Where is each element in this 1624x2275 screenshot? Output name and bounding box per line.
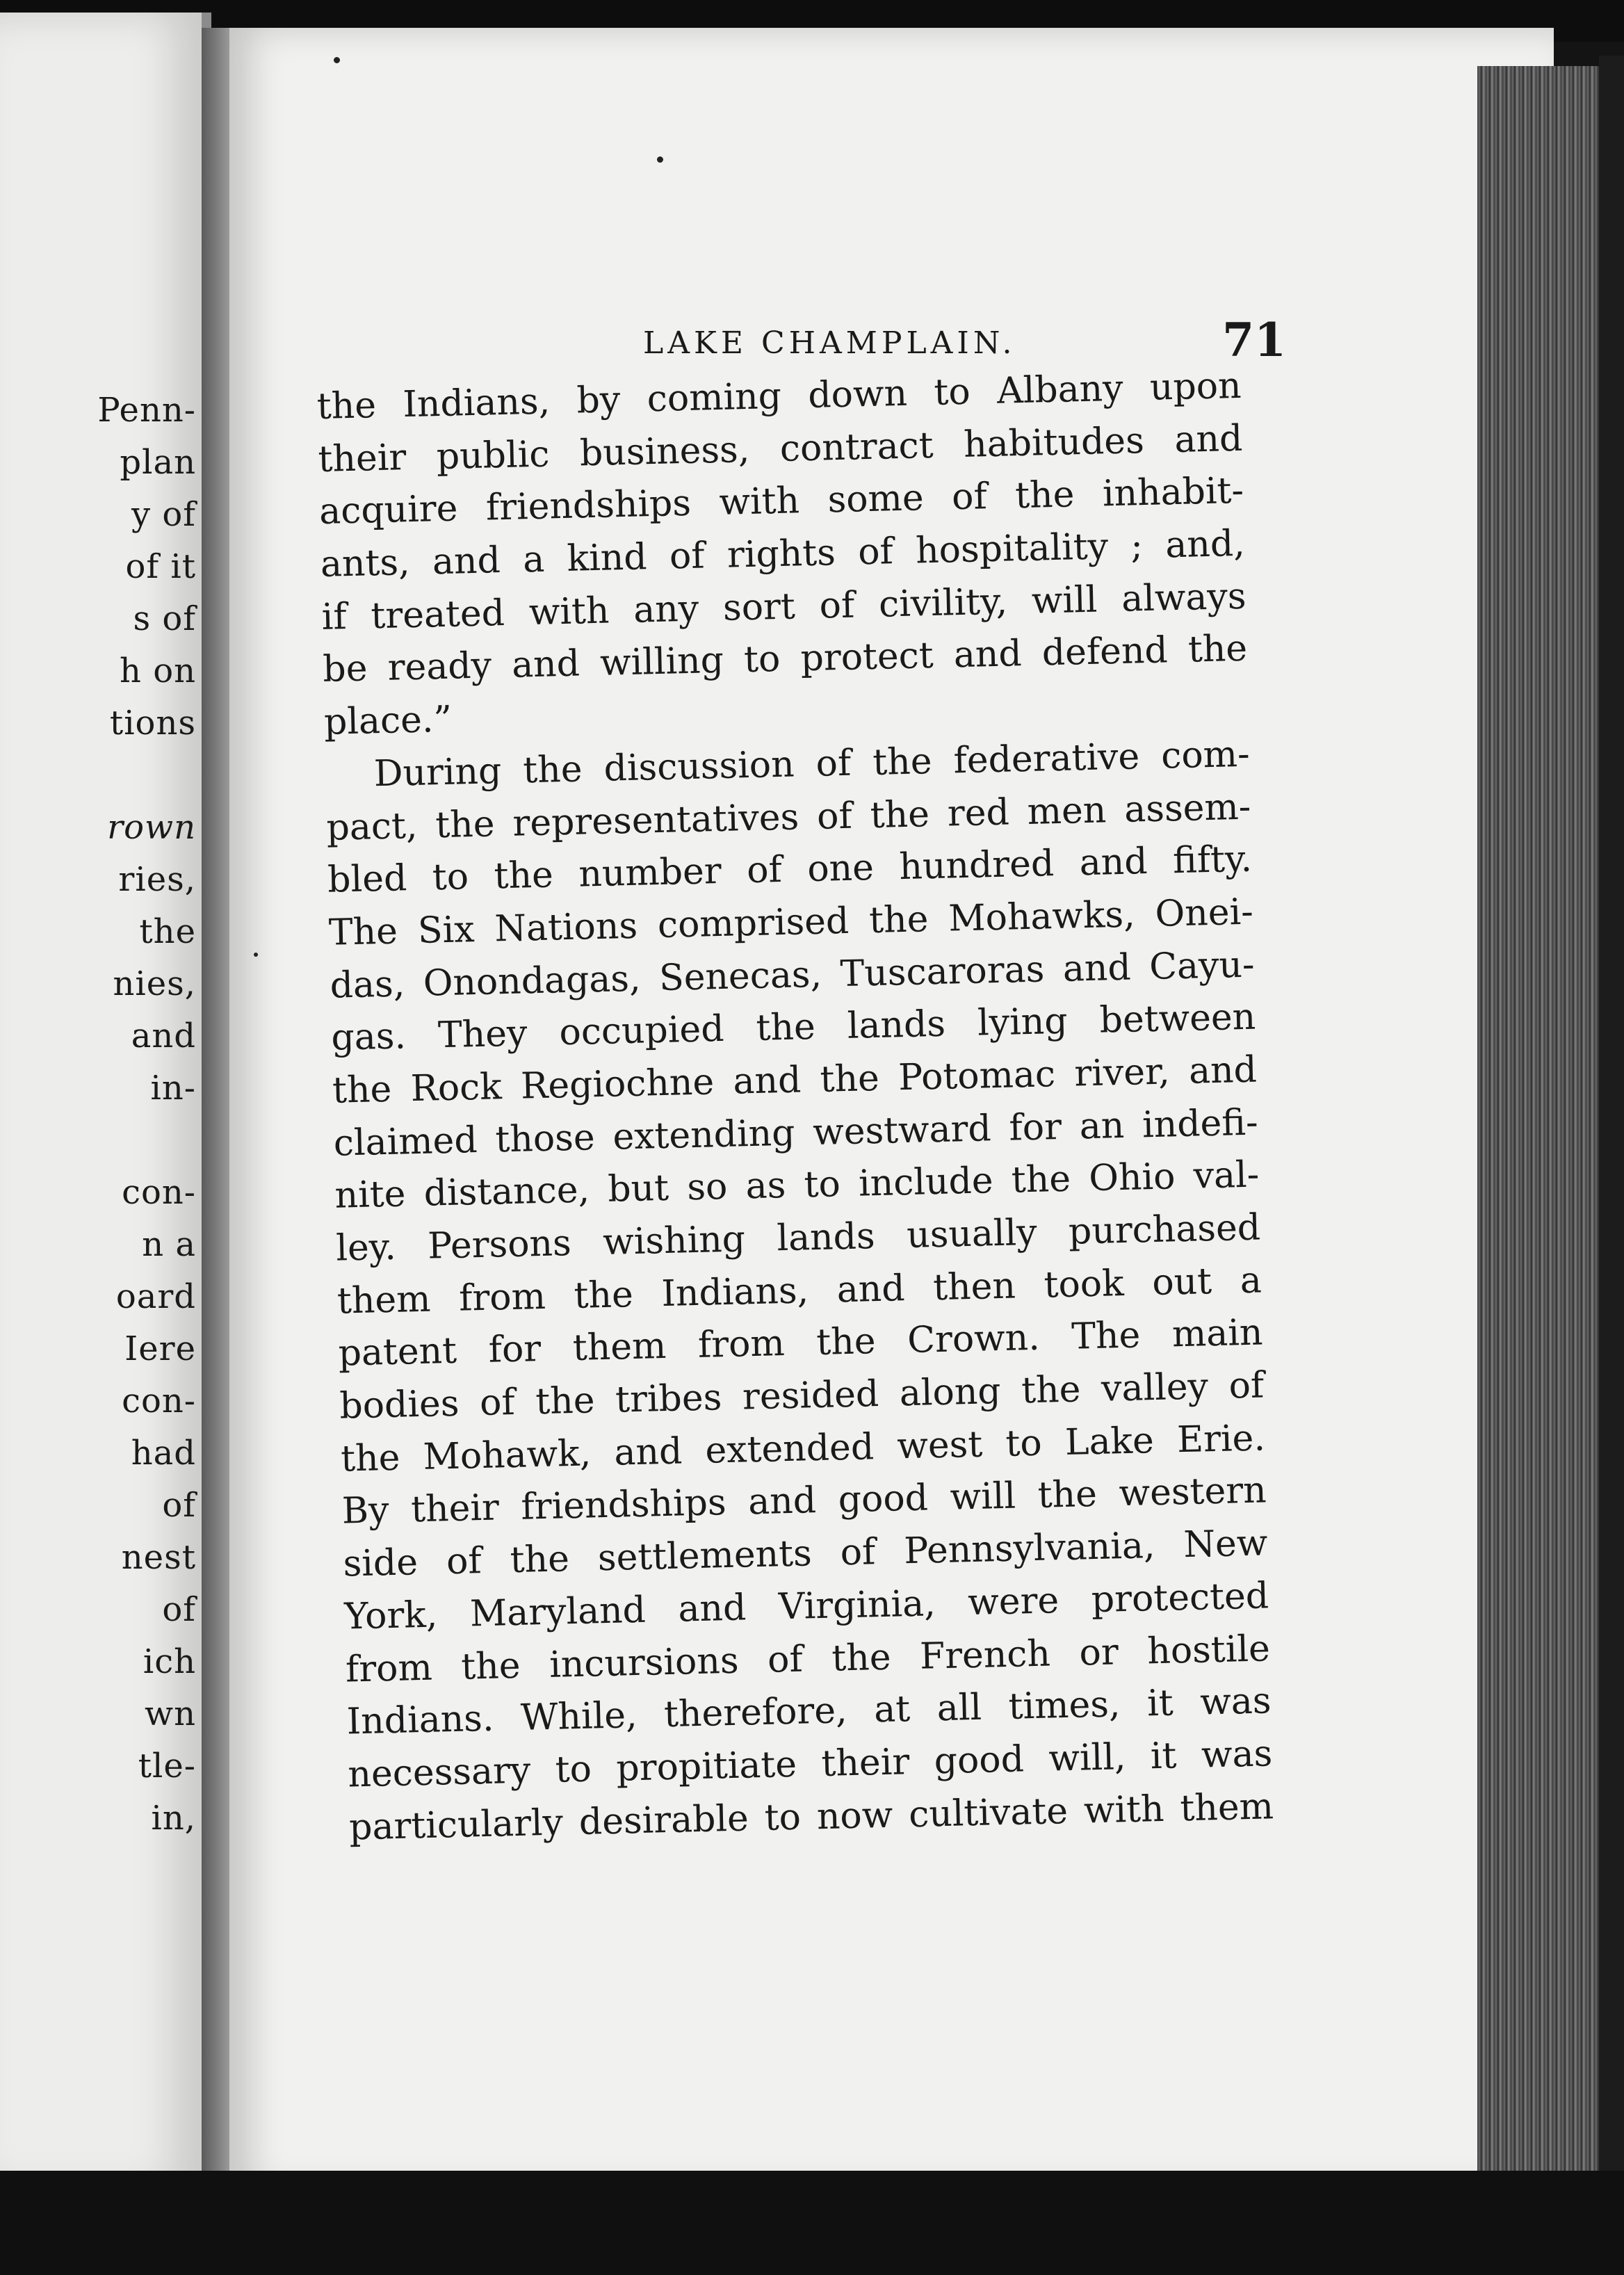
previous-page-line-fragment: of it xyxy=(125,547,196,586)
text-line: acquire friendships with some of the inhabit- xyxy=(318,470,1244,533)
text-line: By their friendships and good will the western xyxy=(341,1469,1267,1533)
ink-speck xyxy=(657,156,663,163)
previous-page-line-fragment: s of xyxy=(133,599,196,638)
previous-page-line-fragment: rown xyxy=(107,808,196,847)
body-text xyxy=(316,360,1274,1854)
running-head xyxy=(403,292,1286,369)
previous-page-line-fragment: had xyxy=(131,1434,196,1473)
text-line: das, Onondagas, Senecas, Tuscaroras and Cayu- xyxy=(330,944,1256,1007)
text-line: if treated with any sort of civility, will always xyxy=(321,575,1247,638)
book-cover-edge xyxy=(1599,56,1624,2211)
text-line: the Mohawk, and extended west to Lake Erie. xyxy=(340,1417,1266,1480)
previous-page-line-fragment: h on xyxy=(120,651,196,690)
previous-page-text xyxy=(0,384,202,1845)
previous-page-line-fragment: Iere xyxy=(124,1329,196,1368)
previous-page-line-fragment: tions xyxy=(109,704,196,743)
previous-page-line-fragment: in- xyxy=(150,1069,196,1108)
previous-page-line-fragment: tle- xyxy=(138,1747,196,1786)
previous-page-line-fragment: nest xyxy=(121,1538,196,1577)
previous-page-line-fragment xyxy=(0,750,202,802)
previous-page-line-fragment: con- xyxy=(122,1382,196,1420)
text-line: necessary to propitiate their good will, it was xyxy=(347,1733,1273,1796)
text-line: the Rock Regiochne and the Potomac river, and xyxy=(332,1049,1258,1112)
previous-page-line-fragment: and xyxy=(131,1017,196,1055)
text-line: from the incursions of the French or hostile xyxy=(345,1627,1271,1691)
text-line: The Six Nations comprised the Mohawks, Onei- xyxy=(328,891,1254,954)
running-head-title: LAKE CHAMPLAIN. xyxy=(643,325,1016,361)
text-line: bled to the number of one hundred and fifty. xyxy=(327,838,1253,901)
previous-page-line-fragment: of xyxy=(162,1590,196,1629)
previous-page-line-fragment: ries, xyxy=(118,860,196,899)
previous-page-line-fragment: ich xyxy=(143,1642,196,1681)
text-line: patent for them from the Crown. The main xyxy=(338,1311,1264,1375)
text-line: the Indians, by coming down to Albany upon xyxy=(316,364,1242,428)
previous-page-line-fragment: Penn- xyxy=(97,391,196,430)
text-line: their public business, contract habitudes and xyxy=(317,417,1243,480)
previous-page-line-fragment: con- xyxy=(122,1173,196,1212)
previous-page-line-fragment: of xyxy=(162,1486,196,1525)
previous-page-line-fragment: the xyxy=(139,912,196,951)
previous-page-line-fragment xyxy=(0,1115,202,1167)
previous-page-line-fragment: oard xyxy=(115,1277,196,1316)
text-line: York, Maryland and Virginia, were protected xyxy=(343,1575,1269,1638)
scan-background-bottom xyxy=(0,2171,1624,2275)
text-line: them from the Indians, and then took out a xyxy=(336,1259,1262,1322)
text-line: nite distance, but so as to include the Ohio val- xyxy=(334,1153,1260,1217)
ink-speck xyxy=(334,57,340,63)
previous-page-line-fragment: nies, xyxy=(113,964,196,1003)
text-line: place.” xyxy=(323,698,453,743)
text-line: ley. Persons wishing lands usually purchased xyxy=(335,1206,1261,1270)
previous-page-line-fragment: n a xyxy=(142,1225,196,1264)
text-line: gas. They occupied the lands lying between xyxy=(330,996,1256,1059)
text-line: side of the settlements of Pennsylvania, New xyxy=(342,1522,1268,1585)
previous-page-line-fragment: in, xyxy=(151,1799,196,1838)
text-line: be ready and willing to protect and defend the xyxy=(322,628,1248,691)
previous-page-line-fragment: plan xyxy=(120,443,196,482)
text-line: ants, and a kind of rights of hospitality ; and, xyxy=(320,522,1246,585)
text-line: claimed those extending westward for an indefi- xyxy=(333,1101,1259,1165)
previous-page-line-fragment: y of xyxy=(131,495,196,534)
text-line: particularly desirable to now cultivate with them xyxy=(348,1785,1274,1849)
previous-page-line-fragment: wn xyxy=(145,1694,196,1733)
text-line: Indians. While, therefore, at all times, it was xyxy=(346,1680,1272,1743)
page-number: 71 xyxy=(1222,313,1286,367)
ink-speck xyxy=(254,953,258,957)
previous-page xyxy=(0,13,211,2192)
text-line: bodies of the tribes resided along the valley of xyxy=(339,1364,1265,1427)
text-line: During the discussion of the federative com- xyxy=(373,733,1251,795)
text-line: pact, the representatives of the red men assem- xyxy=(325,786,1251,849)
